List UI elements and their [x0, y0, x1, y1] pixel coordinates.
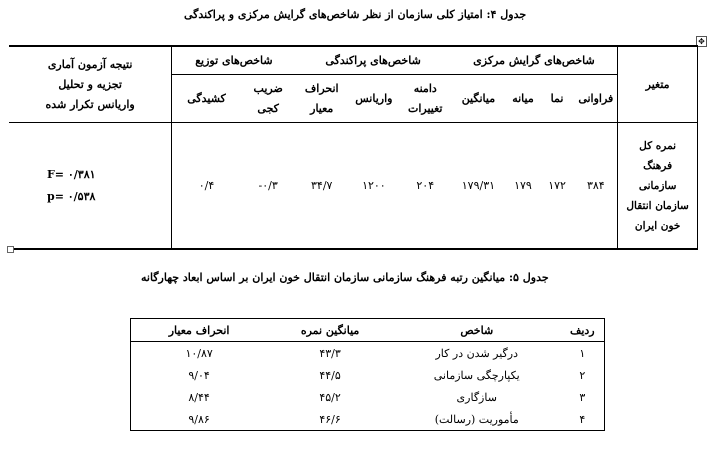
- header-variable: متغیر: [618, 46, 698, 123]
- header-row-number: ردیف: [561, 319, 605, 342]
- cell-kurtosis: ۰/۴: [172, 123, 241, 250]
- row-number: ۳: [561, 386, 605, 408]
- row-sd: ۹/۸۶: [131, 408, 268, 431]
- row-mean: ۴۶/۶: [267, 408, 393, 431]
- header-dispersion-group: شاخص‌های پراکندگی: [296, 46, 451, 75]
- header-mean-score: میانگین نمره: [267, 319, 393, 342]
- row-index: درگیر شدن در کار: [435, 346, 518, 360]
- table1-caption: جدول ۴: امتیاز کلی سازمان از نظر شاخص‌های گرایش مرکزی و پراکندگی: [184, 8, 527, 21]
- header-skew-line: کجی: [257, 101, 279, 115]
- header-kurtosis: کشیدگی: [187, 91, 226, 105]
- header-mode: نما: [550, 91, 564, 105]
- stat-test-line: نتیجه آزمون آماری: [47, 57, 133, 71]
- stat-test-line: واریانس تکرار شده: [45, 97, 135, 111]
- variable-line: سازمانی: [638, 179, 677, 192]
- header-mean: میانگین: [461, 91, 496, 105]
- row-index: مأموریت (رسالت): [393, 408, 561, 431]
- table2-caption: جدول ۵: میانگین رتبه فرهنگ سازمانی سازمان انتقال خون ایران بر اساس ابعاد چهارگانه: [141, 271, 549, 284]
- variable-line: نمره کل: [639, 139, 677, 152]
- cell-mean: ۱۷۹/۳۱: [451, 123, 507, 250]
- table-move-handle-icon[interactable]: ✥: [696, 36, 707, 47]
- row-number: ۴: [561, 408, 605, 431]
- cell-stat-test: [9, 123, 172, 250]
- stat-f-value: F= ۰/۳۸۱: [47, 167, 96, 181]
- table-row: [131, 408, 605, 431]
- header-variance: واریانس: [355, 91, 393, 105]
- header-index: شاخص: [393, 319, 561, 342]
- row-sd: ۹/۰۴: [131, 364, 268, 386]
- row-number: ۱: [561, 342, 605, 365]
- cell-variance: ۱۲۰۰: [348, 123, 400, 250]
- header-central-group: شاخص‌های گرایش مرکزی: [451, 46, 618, 75]
- header-range-line: تغییرات: [408, 101, 443, 115]
- cell-frequency: ۳۸۴: [574, 123, 617, 250]
- header-std-line: انحراف: [304, 81, 339, 95]
- cell-skewness: ۰/۳-: [241, 123, 296, 250]
- header-std-dev: انحراف معیار: [131, 319, 268, 342]
- row-sd: ۸/۴۴: [131, 386, 268, 408]
- header-range-line: دامنه: [413, 81, 437, 95]
- row-mean: ۴۵/۲: [319, 390, 341, 404]
- header-std-dev: [296, 75, 348, 123]
- header-skew-line: ضریب: [253, 81, 283, 95]
- cell-range: ۲۰۴: [400, 123, 451, 250]
- table-row: [131, 364, 605, 386]
- header-median: میانه: [512, 91, 534, 105]
- table-row: [131, 342, 605, 365]
- header-stat-test: [9, 46, 172, 123]
- stat-p-value: p= ۰/۵۳۸: [47, 189, 96, 203]
- header-distribution-group: شاخص‌های توزیع: [172, 46, 296, 75]
- cell-median: ۱۷۹: [506, 123, 540, 250]
- row-mean: ۴۳/۳: [319, 346, 341, 360]
- row-sd: ۱۰/۸۷: [131, 342, 268, 365]
- row-variable: [618, 123, 698, 250]
- stat-test-line: تجزیه و تحلیل: [58, 77, 122, 91]
- header-skewness: [241, 75, 296, 123]
- table-resize-handle-icon[interactable]: [7, 246, 14, 253]
- table-central-dispersion: [9, 45, 698, 250]
- header-range: [400, 75, 451, 123]
- cell-mode: ۱۷۲: [540, 123, 575, 250]
- cell-std-dev: ۳۴/۷: [296, 123, 348, 250]
- variable-line: سازمان انتقال: [626, 199, 689, 212]
- variable-line: خون ایران: [634, 219, 681, 232]
- table-mean-rank: [130, 318, 605, 431]
- row-index: یکپارچگی سازمانی: [433, 368, 520, 382]
- row-number: ۲: [561, 364, 605, 386]
- row-index: سازگاری: [456, 390, 497, 404]
- variable-line: فرهنگ: [643, 159, 673, 172]
- row-mean: ۴۴/۵: [319, 368, 341, 382]
- table-row: [131, 386, 605, 408]
- header-frequency: فراوانی: [578, 91, 614, 105]
- header-std-line: معیار: [310, 101, 334, 115]
